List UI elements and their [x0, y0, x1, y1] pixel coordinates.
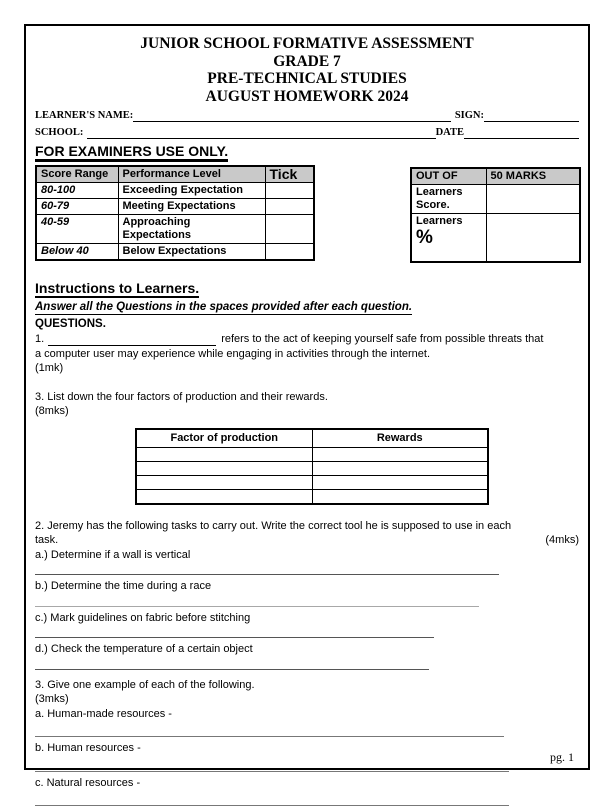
table-row — [136, 490, 488, 504]
examiners-tables — [35, 165, 579, 277]
score-table-header-row — [36, 166, 314, 183]
learner-name-row — [35, 110, 579, 122]
rewards-column-header: Rewards — [312, 429, 488, 448]
resource-label: c. Natural resources - — [35, 776, 579, 791]
performance-level-cell: Approaching Expectations — [118, 215, 265, 244]
factor-cell — [136, 462, 312, 476]
fifty-marks-header: 50 MARKS — [486, 168, 580, 185]
doc-title-line3: PRE-TECHNICAL STUDIES — [35, 70, 579, 88]
table-row — [411, 214, 580, 262]
factor-cell — [136, 490, 312, 504]
out-of-header: OUT OF — [411, 168, 486, 185]
question-2-item-c — [35, 611, 579, 639]
score-range-table — [35, 165, 315, 261]
doc-title-line1: JUNIOR SCHOOL FORMATIVE ASSESSMENT — [35, 35, 579, 53]
questions-label: QUESTIONS. — [35, 317, 579, 331]
sign-label: SIGN: — [455, 110, 484, 122]
reward-cell — [312, 448, 488, 462]
answer-line — [35, 657, 429, 670]
score-range-cell: 60-79 — [36, 199, 118, 215]
score-range-cell: Below 40 — [36, 244, 118, 261]
question-3-item-a — [35, 707, 579, 738]
reward-cell — [312, 490, 488, 504]
tick-cell — [265, 244, 314, 261]
date-label: DATE — [436, 127, 464, 139]
performance-level-cell: Below Expectations — [118, 244, 265, 261]
answer-blank — [48, 335, 216, 346]
learner-name-blank — [133, 112, 451, 122]
tick-cell — [265, 215, 314, 244]
question-2-line1: 2. Jeremy has the following tasks to carry out. Write the correct tool he is supposed to use in each — [35, 519, 579, 534]
answer-line — [35, 721, 504, 737]
score-range-cell: 40-59 — [36, 215, 118, 244]
answer-line — [35, 625, 434, 638]
tick-cell — [265, 199, 314, 215]
tick-cell — [265, 183, 314, 199]
question-1-marks: (1mk) — [35, 361, 579, 376]
reward-cell — [312, 476, 488, 490]
page-number: pg. 1 — [550, 750, 574, 765]
title-block — [35, 35, 579, 105]
question-3-examples-marks: (3mks) — [35, 692, 579, 707]
percent-symbol: % — [416, 228, 482, 248]
question-3-examples-text: 3. Give one example of each of the following. — [35, 678, 579, 693]
question-2-item-d — [35, 642, 579, 670]
document-page — [24, 24, 590, 770]
learners-score-cell — [486, 185, 580, 214]
question-2-marks: (4mks) — [545, 533, 579, 548]
school-row — [35, 127, 579, 139]
factors-of-production-table — [135, 428, 489, 505]
table-row — [36, 183, 314, 199]
answer-line — [35, 594, 479, 607]
performance-level-cell: Meeting Expectations — [118, 199, 265, 215]
question-3-item-b — [35, 741, 579, 772]
table-row — [36, 244, 314, 261]
task-label: a.) Determine if a wall is vertical — [35, 548, 579, 563]
score-range-cell: 80-100 — [36, 183, 118, 199]
doc-title-line4: AUGUST HOMEWORK 2024 — [35, 88, 579, 106]
learners-percent-cell — [486, 214, 580, 262]
task-label: d.) Check the temperature of a certain object — [35, 642, 579, 657]
resource-label: b. Human resources - — [35, 741, 579, 756]
resource-label: a. Human-made resources - — [35, 707, 579, 722]
score-range-header: Score Range — [36, 166, 118, 183]
tick-header: Tick — [265, 166, 314, 183]
question-3-factors-text: 3. List down the four factors of production and their rewards. — [35, 390, 579, 405]
question-2-item-a — [35, 548, 579, 576]
question-1-number: 1. — [35, 332, 44, 347]
question-3-factors-marks: (8mks) — [35, 404, 579, 419]
factor-column-header: Factor of production — [136, 429, 312, 448]
table-row — [136, 462, 488, 476]
question-1-line2: a computer user may experience while engaging in activities through the internet. — [35, 347, 579, 362]
answer-line — [35, 790, 509, 806]
task-label: b.) Determine the time during a race — [35, 579, 579, 594]
instructions-heading: Instructions to Learners. — [35, 280, 579, 298]
examiners-heading: FOR EXAMINERS USE ONLY. — [35, 143, 579, 162]
performance-level-header: Performance Level — [118, 166, 265, 183]
table-row — [36, 199, 314, 215]
school-label: SCHOOL: — [35, 127, 83, 139]
marks-table-header-row — [411, 168, 580, 185]
learner-name-label: LEARNER'S NAME: — [35, 110, 133, 122]
instructions-note: Answer all the Questions in the spaces provided after each question. — [35, 300, 579, 315]
table-row — [411, 185, 580, 214]
factors-table-header-row — [136, 429, 488, 448]
factor-cell — [136, 476, 312, 490]
learners-percent-label: Learners % — [411, 214, 486, 262]
question-2-item-b — [35, 579, 579, 607]
factor-cell — [136, 448, 312, 462]
school-blank — [87, 129, 435, 139]
question-2-line2: task. (4mks) — [35, 533, 579, 548]
learners-score-label: Learners Score. — [411, 185, 486, 214]
question-1-line1: 1. refers to the act of keeping yourself safe from possible threats that — [35, 332, 579, 347]
table-row — [136, 476, 488, 490]
performance-level-cell: Exceeding Expectation — [118, 183, 265, 199]
marks-table — [410, 167, 581, 263]
task-label: c.) Mark guidelines on fabric before stitching — [35, 611, 579, 626]
table-row — [136, 448, 488, 462]
date-blank — [464, 129, 579, 139]
table-row — [36, 215, 314, 244]
reward-cell — [312, 462, 488, 476]
answer-line — [35, 562, 499, 575]
question-3-item-c — [35, 776, 579, 806]
sign-blank — [484, 112, 579, 122]
answer-line — [35, 756, 509, 772]
doc-title-line2: GRADE 7 — [35, 53, 579, 71]
